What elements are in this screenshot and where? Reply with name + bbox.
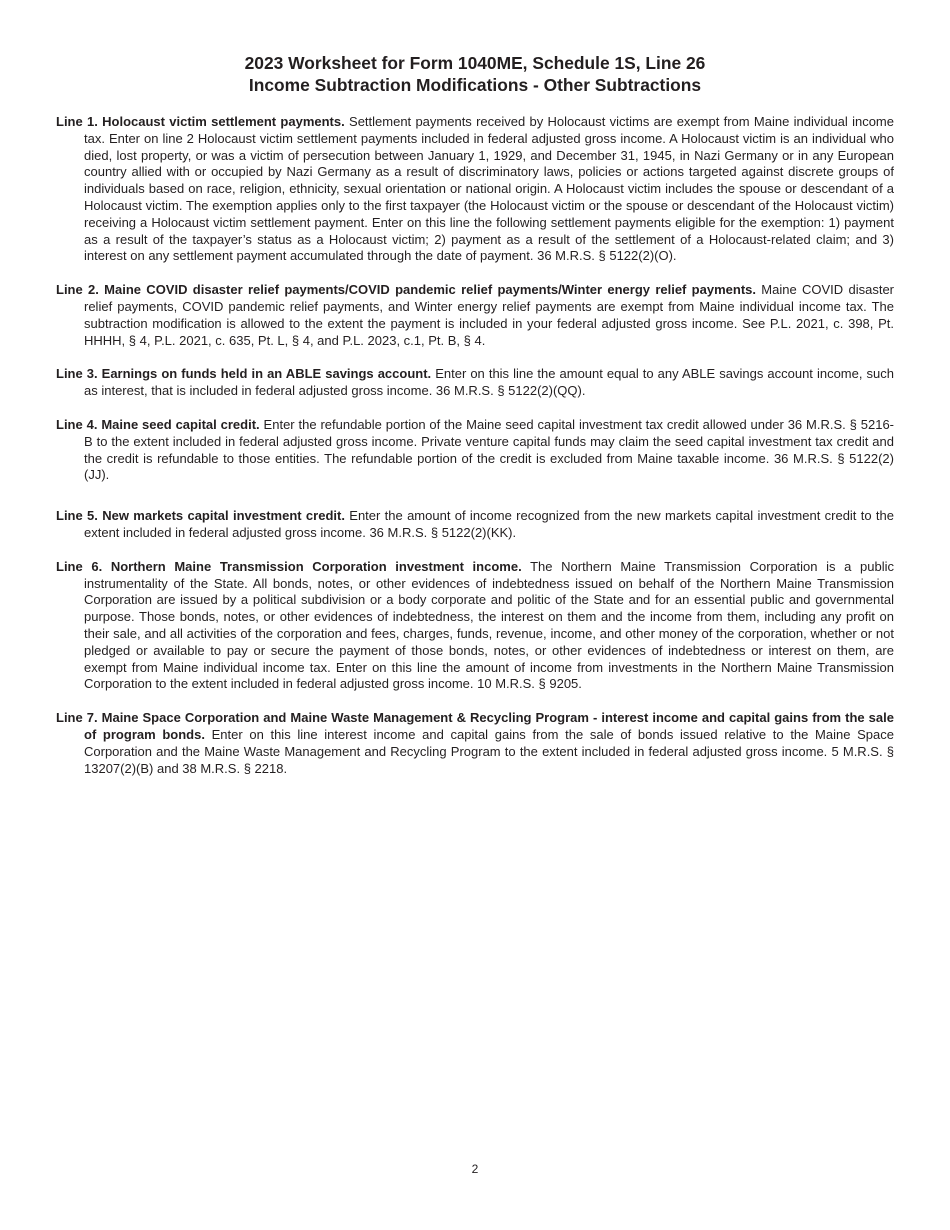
line-1-instruction <box>56 114 894 265</box>
line-7-instruction <box>56 710 894 777</box>
instructions-body <box>56 114 894 777</box>
line-5-heading: Line 5. New markets capital investment credit. <box>56 508 345 524</box>
worksheet-title <box>0 52 950 96</box>
line-5-instruction <box>56 508 894 542</box>
line-6-text: The Northern Maine Transmission Corporation is a public instrumentality of the State. All bonds, notes, or other evidences of indebtedness issued on behalf of the Northern Maine Transmission Corporation are issued by a political subdivision or a body corporate and politic of the State and for an essential public and governmental purpose. Those bonds, notes, or other evidences of indebtedness, the interest on them and the income from them, including any profit on their sale, and all activities of the corporation and fees, charges, funds, revenue, income, and other money of the corporation, whether or not pledged or available to pay or secure the payment of those bonds, notes, or other evidences of indebtedness or interest on them, are exempt from Maine individual income tax. Enter on this line the amount of income from investments in the Northern Maine Transmission Corporation to the extent included in federal adjusted gross income. 10 M.R.S. § 9205. <box>84 558 894 692</box>
page-number: 2 <box>471 1162 479 1176</box>
title-line-1: 2023 Worksheet for Form 1040ME, Schedule 1S, Line 26 <box>244 53 706 73</box>
line-2-instruction <box>56 282 894 349</box>
line-5-text: Enter the amount of income recognized from the new markets capital investment credit to the extent included in federal adjusted gross income. 36 M.R.S. § 5122(2)(KK). <box>84 508 894 540</box>
line-6-heading: Line 6. Northern Maine Transmission Corporation investment income. <box>56 558 522 574</box>
line-4-text: Enter the refundable portion of the Maine seed capital investment tax credit allowed under 36 M.R.S. § 5216-B to the extent included in federal adjusted gross income. Private venture capital funds may claim the seed capital investment tax credit and the credit is refundable to those entities. The refundable portion of the credit is excluded from Maine taxable income. 36 M.R.S. § 5122(2)(JJ). <box>84 416 895 483</box>
line-4-heading: Line 4. Maine seed capital credit. <box>56 416 260 432</box>
line-3-text: Enter on this line the amount equal to any ABLE savings account income, such as interest, that is included in federal adjusted gross income. 36 M.R.S. § 5122(2)(QQ). <box>84 366 894 399</box>
line-2-heading: Line 2. Maine COVID disaster relief payments/COVID pandemic relief payments/Winter energy relief payments. <box>56 282 756 298</box>
line-3-instruction <box>56 366 894 400</box>
line-6-instruction <box>56 559 894 693</box>
line-2-text: Maine COVID disaster relief payments, COVID pandemic relief payments, and Winter energy relief payments are exempt from Maine individual income tax. The subtraction modification is allowed to the extent the payment is included in your federal adjusted gross income. See P.L. 2021, c. 398, Pt. HHHH, § 4, P.L. 2021, c. 635, Pt. L, § 4, and P.L. 2023, c.1, Pt. B, § 4. <box>84 282 895 348</box>
line-1-text: Settlement payments received by Holocaust victims are exempt from Maine individual income tax. Enter on line 2 Holocaust victim settlement payments included in federal adjusted gross income. A Holocaust victim is an individual who died, lost property, or was a victim of persecution between January 1, 1929, and December 31, 1945, in Nazi Germany or in any European country allied with or occupied by Nazi Germany as a result of discriminatory laws, policies or actions targeted against discrete groups of individuals based on race, religion, ethnicity, sexual orientation or national origin. A Holocaust victim includes the spouse or descendant of a Holocaust victim. The exemption applies only to the first taxpayer (the Holocaust victim or the spouse or descendant of the Holocaust victim) receiving a Holocaust victim settlement payment. Enter on this line the following settlement payments eligible for the exemption: 1) payment as a result of the taxpayer’s status as a Holocaust victim; 2) payment as a result of the settlement of a Holocaust-related claim; and 3) interest on any settlement payment accumulated through the date of payment. 36 M.R.S. § 5122(2)(O). <box>84 114 894 264</box>
line-3-heading: Line 3. Earnings on funds held in an ABLE savings account. <box>56 366 432 382</box>
line-1-heading: Line 1. Holocaust victim settlement payments. <box>56 114 345 129</box>
title-line-2: Income Subtraction Modifications - Other Subtractions <box>248 75 702 95</box>
line-4-instruction <box>56 417 894 484</box>
line-7-heading: Line 7. Maine Space Corporation and Maine Waste Management & Recycling Program - interest income and capital gains from the sale of program bonds. <box>56 710 894 742</box>
line-7-text: Enter on this line interest income and capital gains from the sale of bonds issued relative to the Maine Space Corporation and the Maine Waste Management and Recycling Program to the extent included in federal adjusted gross income. 5 M.R.S. § 13207(2)(B) and 38 M.R.S. § 2218. <box>84 726 894 776</box>
